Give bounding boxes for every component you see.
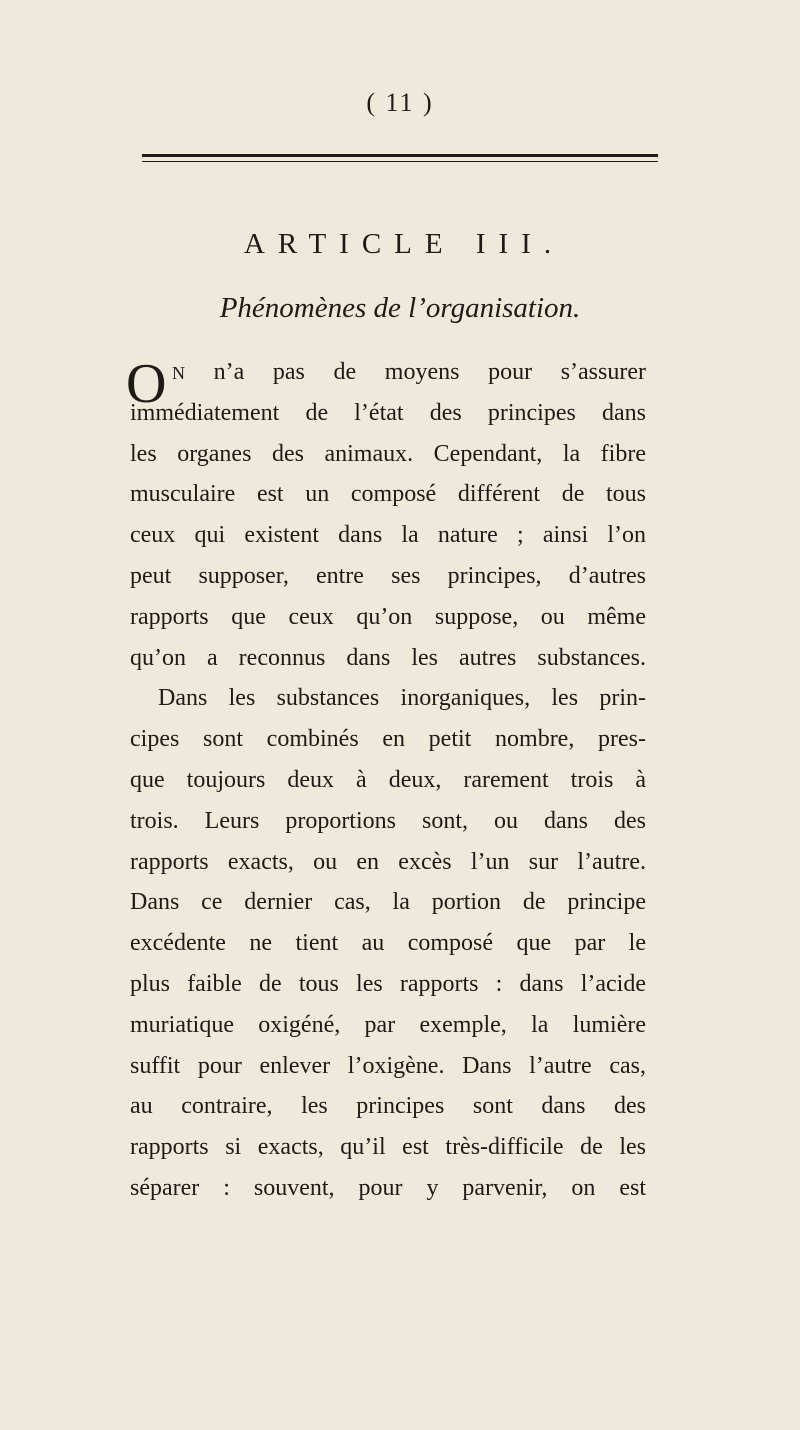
first-line-rest: n’a pas de moyens pour s’assurer: [213, 359, 646, 385]
text-line: au contraire, les principes sont dans des: [130, 1093, 646, 1120]
text-line: muriatique oxigéné, par exemple, la lumière: [130, 1011, 646, 1038]
text-line: que toujours deux à deux, rarement trois à: [130, 766, 646, 793]
text-line: peut supposer, entre ses principes, d’autres: [130, 562, 646, 589]
rule-thin-line: [142, 161, 658, 162]
article-heading: ARTICLE III.: [243, 228, 565, 260]
text-line: immédiatement de l’état des principes dans: [130, 399, 646, 426]
text-line: les organes des animaux. Cependant, la fibre: [130, 440, 646, 467]
text-line: rapports que ceux qu’on suppose, ou même: [130, 603, 646, 630]
text-line: séparer : souvent, pour y parvenir, on est: [130, 1174, 646, 1201]
text-line: cipes sont combinés en petit nombre, pres-: [130, 726, 646, 753]
text-line: trois. Leurs proportions sont, ou dans des: [130, 807, 646, 834]
page-number: ( 11 ): [366, 88, 434, 117]
text-line: suffit pour enlever l’oxigène. Dans l’autre cas,: [130, 1052, 646, 1079]
text-line: Dans les substances inorganiques, les prin-: [158, 685, 646, 712]
text-line: musculaire est un composé différent de tous: [130, 481, 646, 508]
text-line: excédente ne tient au composé que par le: [130, 930, 646, 957]
first-word-small-cap: N: [172, 363, 185, 383]
text-line: rapports exacts, ou en excès l’un sur l’autre.: [130, 848, 646, 875]
text-line: rapports si exacts, qu’il est très-difficile de les: [130, 1134, 646, 1161]
body-text: [126, 352, 646, 1209]
text-line: ceux qui existent dans la nature ; ainsi l’on: [130, 522, 646, 549]
double-rule-divider: [142, 154, 658, 166]
text-line: plus faible de tous les rapports : dans l’acide: [130, 970, 646, 997]
text-line: Dans ce dernier cas, la portion de principe: [130, 889, 646, 916]
section-title: Phénomènes de l’organisation.: [219, 292, 581, 324]
text-line: qu’on a reconnus dans les autres substances.: [130, 644, 646, 671]
rule-thick-line: [142, 154, 658, 157]
drop-cap: O: [126, 353, 167, 415]
